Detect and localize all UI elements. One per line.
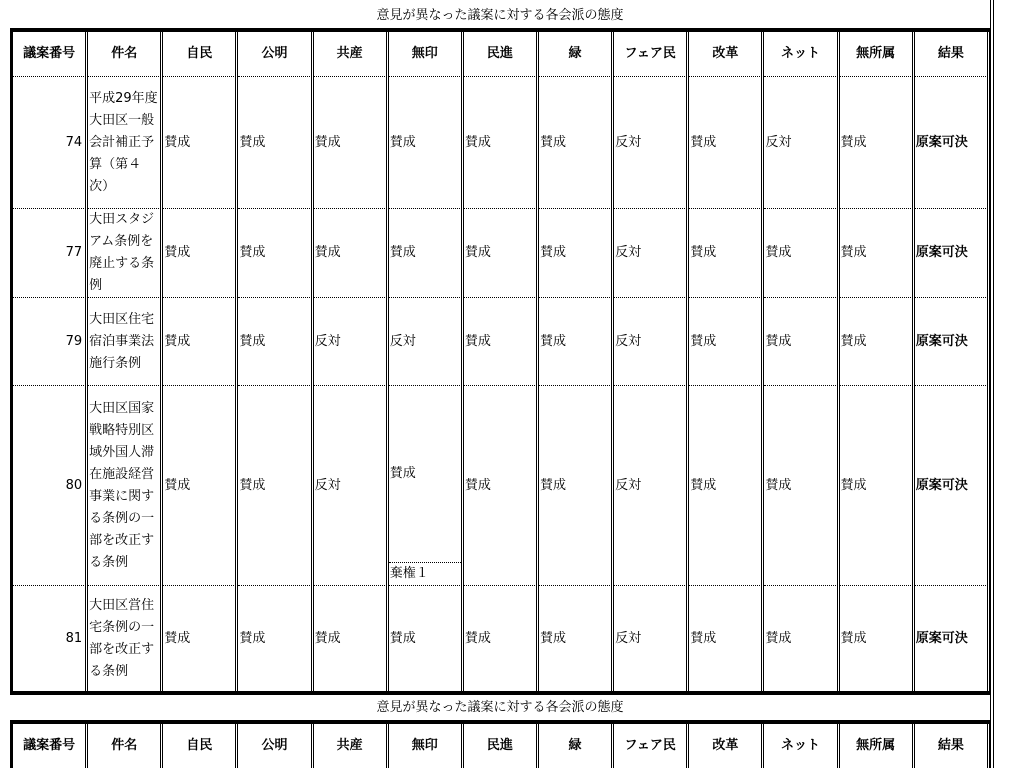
- header-row: [13, 32, 990, 76]
- vote-cell: 賛成: [389, 76, 464, 208]
- vote-cell: 賛成: [163, 585, 238, 691]
- column-header: 公明: [238, 724, 313, 768]
- vote-cell: 反対: [614, 385, 689, 585]
- vote-cell: 賛成: [314, 585, 389, 691]
- column-header: 改革: [689, 724, 764, 768]
- vote-cell: 賛成: [163, 297, 238, 385]
- table-caption: 意見が異なった議案に対する各会派の態度: [376, 700, 624, 715]
- bill-number-cell: 80: [13, 385, 88, 585]
- vote-cell: 賛成: [689, 385, 764, 585]
- bill-title-cell: 大田区住宅宿泊事業法施行条例: [88, 297, 163, 385]
- vote-cell: 賛成: [163, 385, 238, 585]
- vote-cell: 賛成: [840, 297, 915, 385]
- column-header: フェア民: [614, 724, 689, 768]
- vote-cell: 賛成: [840, 385, 915, 585]
- vote-value: 賛成: [389, 466, 416, 481]
- column-header: 無印: [389, 724, 464, 768]
- column-header: 緑: [539, 724, 614, 768]
- vote-cell: 賛成: [464, 297, 539, 385]
- bill-title-cell: 平成29年度大田区一般会計補正予算（第４次）: [88, 76, 163, 208]
- column-header: ネット: [764, 32, 839, 76]
- vote-cell: 賛成: [314, 76, 389, 208]
- result-cell: 原案可決: [915, 585, 990, 691]
- column-header: 無所属: [840, 32, 915, 76]
- column-header: 議案番号: [13, 32, 88, 76]
- vote-cell: 賛成: [840, 76, 915, 208]
- vote-cell: 賛成: [689, 297, 764, 385]
- vote-cell: 反対: [614, 585, 689, 691]
- column-header: 件名: [88, 724, 163, 768]
- table-row: [13, 76, 990, 208]
- column-header: 自民: [163, 32, 238, 76]
- vote-cell: 賛成: [238, 385, 313, 585]
- bill-number-cell: 77: [13, 208, 88, 297]
- bill-number-cell: 74: [13, 76, 88, 208]
- table-row: [13, 385, 990, 585]
- vote-cell: 賛成: [539, 208, 614, 297]
- vote-cell: 賛成: [163, 76, 238, 208]
- vote-cell: 賛成: [464, 385, 539, 585]
- table-body: [13, 76, 990, 691]
- vote-cell: 賛成: [389, 585, 464, 691]
- vote-table-section: [10, 695, 990, 768]
- column-header: 民進: [464, 724, 539, 768]
- vote-cell: 賛成: [539, 585, 614, 691]
- vote-cell: 反対: [764, 76, 839, 208]
- vote-cell: 賛成: [389, 208, 464, 297]
- vote-cell: 賛成: [764, 297, 839, 385]
- abstention-note: 棄権１: [389, 562, 461, 585]
- vote-cell: 反対: [614, 208, 689, 297]
- column-header: 共産: [314, 724, 389, 768]
- column-header: 結果: [915, 724, 990, 768]
- vote-cell: 反対: [314, 297, 389, 385]
- vote-cell: 賛成: [539, 385, 614, 585]
- column-header: 無印: [389, 32, 464, 76]
- column-header: 公明: [238, 32, 313, 76]
- table-caption: 意見が異なった議案に対する各会派の態度: [376, 8, 624, 23]
- vote-cell: 賛成: [539, 76, 614, 208]
- vote-cell: 賛成: [689, 208, 764, 297]
- result-cell: 原案可決: [915, 297, 990, 385]
- column-header: 自民: [163, 724, 238, 768]
- vote-table: [10, 720, 990, 768]
- vote-attitude-page: [10, 0, 994, 768]
- vote-cell: 反対: [314, 385, 389, 585]
- bill-number-cell: 81: [13, 585, 88, 691]
- vote-cell: 賛成: [238, 585, 313, 691]
- vote-table-section: [10, 3, 990, 695]
- bill-title-cell: 大田スタジアム条例を廃止する条例: [88, 208, 163, 297]
- vote-cell: 賛成: [764, 208, 839, 297]
- vote-cell: 賛成: [689, 76, 764, 208]
- table-row: [13, 585, 990, 691]
- vote-cell: 賛成: [464, 585, 539, 691]
- column-header: 民進: [464, 32, 539, 76]
- column-header: 件名: [88, 32, 163, 76]
- table-row: [13, 297, 990, 385]
- result-cell: 原案可決: [915, 76, 990, 208]
- table-row: [13, 208, 990, 297]
- vote-cell: 賛成: [539, 297, 614, 385]
- header-row: [13, 724, 990, 768]
- result-cell: 原案可決: [915, 385, 990, 585]
- vote-cell: 賛成: [238, 208, 313, 297]
- vote-cell: 賛成: [163, 208, 238, 297]
- table-header: [13, 724, 990, 768]
- vote-cell: 反対: [614, 76, 689, 208]
- column-header: 無所属: [840, 724, 915, 768]
- vote-cell: 賛成: [314, 208, 389, 297]
- column-header: フェア民: [614, 32, 689, 76]
- bill-number-cell: 79: [13, 297, 88, 385]
- vote-cell: 賛成: [840, 208, 915, 297]
- column-header: 結果: [915, 32, 990, 76]
- column-header: 改革: [689, 32, 764, 76]
- vote-cell: [389, 385, 464, 585]
- column-header: 緑: [539, 32, 614, 76]
- result-cell: 原案可決: [915, 208, 990, 297]
- vote-table: [10, 28, 990, 695]
- vote-cell: 賛成: [764, 385, 839, 585]
- column-header: 共産: [314, 32, 389, 76]
- table-header: [13, 32, 990, 76]
- vote-cell: 賛成: [464, 208, 539, 297]
- column-header: 議案番号: [13, 724, 88, 768]
- column-header: ネット: [764, 724, 839, 768]
- vote-cell: 賛成: [238, 76, 313, 208]
- vote-cell: 賛成: [764, 585, 839, 691]
- vote-cell: 反対: [614, 297, 689, 385]
- bill-title-cell: 大田区国家戦略特別区域外国人滞在施設経営事業に関する条例の一部を改正する条例: [88, 385, 163, 585]
- vote-cell: 賛成: [464, 76, 539, 208]
- vote-cell: 反対: [389, 297, 464, 385]
- vote-cell: 賛成: [840, 585, 915, 691]
- vote-cell: 賛成: [689, 585, 764, 691]
- bill-title-cell: 大田区営住宅条例の一部を改正する条例: [88, 585, 163, 691]
- vote-cell: 賛成: [238, 297, 313, 385]
